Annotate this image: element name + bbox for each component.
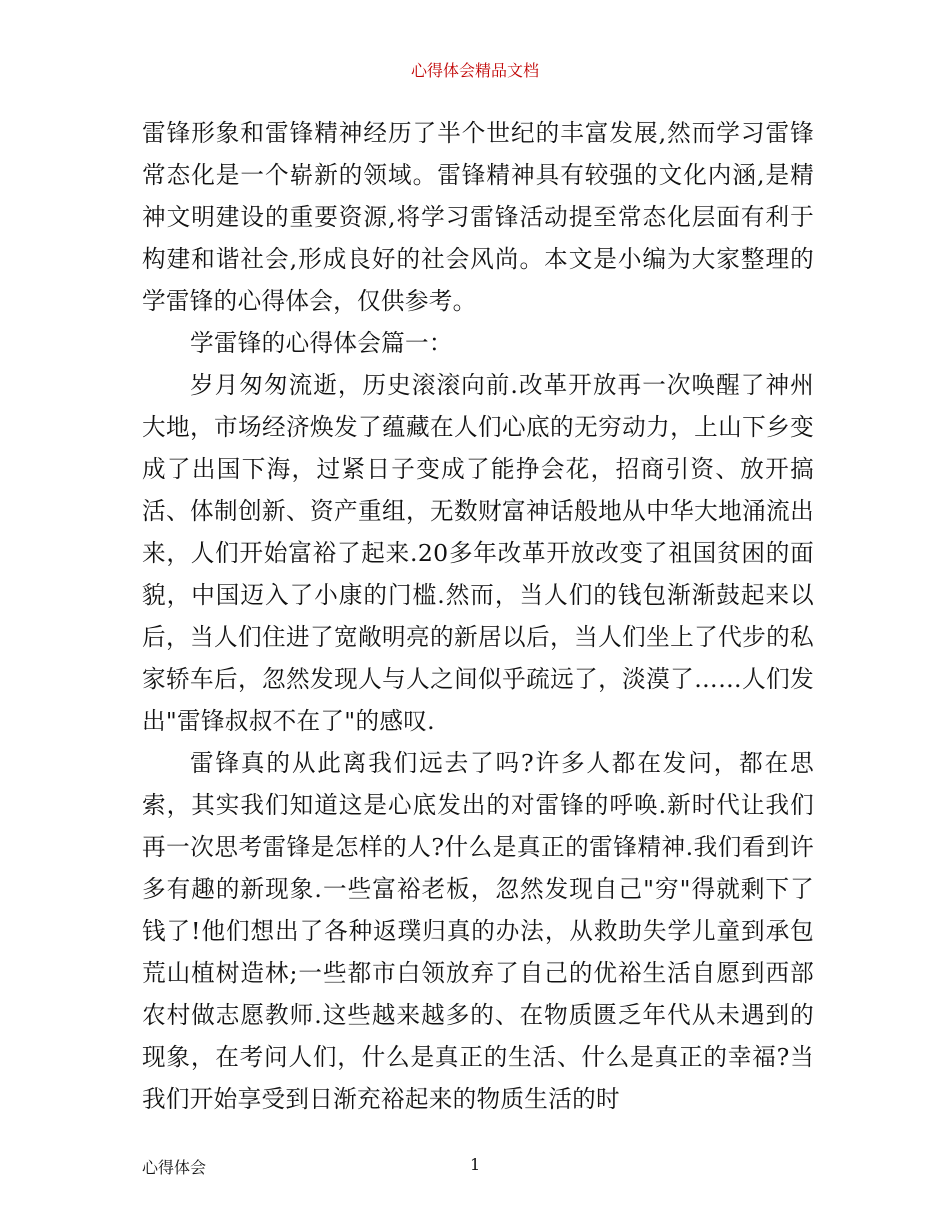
page-footer-label: 心得体会 [142, 1158, 207, 1177]
document-body [142, 112, 814, 1120]
body-paragraph: 雷锋真的从此离我们远去了吗?许多人都在发问，都在思索，其实我们知道这是心底发出的对雷锋的呼唤.新时代让我们再一次思考雷锋是怎样的人?什么是真正的雷锋精神.我们看到许多有趣的新现象.一些富裕老板，忽然发现自己"穷"得就剩下了钱了!他们想出了各种返璞归真的办法，从救助失学儿童到承包荒山植树造林;一些都市白领放弃了自己的优裕生活自愿到西部农村做志愿教师.这些越来越多的、在物质匮乏年代从未遇到的现象，在考问人们，什么是真正的生活、什么是真正的幸福?当我们开始享受到日渐充裕起来的物质生活的时 [142, 749, 814, 1113]
intro-paragraph: 雷锋形象和雷锋精神经历了半个世纪的丰富发展,然而学习雷锋常态化是一个崭新的领域。雷锋精神具有较强的文化内涵,是精神文明建设的重要资源,将学习雷锋活动提至常态化层面有利于构建和谐社会,形成良好的社会风尚。本文是小编为大家整理的学雷锋的心得体会，仅供参考。 [142, 119, 814, 315]
body-paragraph: 岁月匆匆流逝，历史滚滚向前.改革开放再一次唤醒了神州大地，市场经济焕发了蕴藏在人们心底的无穷动力，上山下乡变成了出国下海，过紧日子变成了能挣会花，招商引资、放开搞活、体制创新、资产重组，无数财富神话般地从中华大地涌流出来，人们开始富裕了起来.20多年改革开放改变了祖国贫困的面貌，中国迈入了小康的门槛.然而，当人们的钱包渐渐鼓起来以后，当人们住进了宽敞明亮的新居以后，当人们坐上了代步的私家轿车后，忽然发现人与人之间似乎疏远了，淡漠了……人们发出"雷锋叔叔不在了"的感叹. [142, 371, 814, 735]
page-number: 1 [470, 1155, 481, 1174]
page-header-title: 心得体会精品文档 [410, 61, 539, 80]
section-heading: 学雷锋的心得体会篇一： [190, 329, 453, 357]
